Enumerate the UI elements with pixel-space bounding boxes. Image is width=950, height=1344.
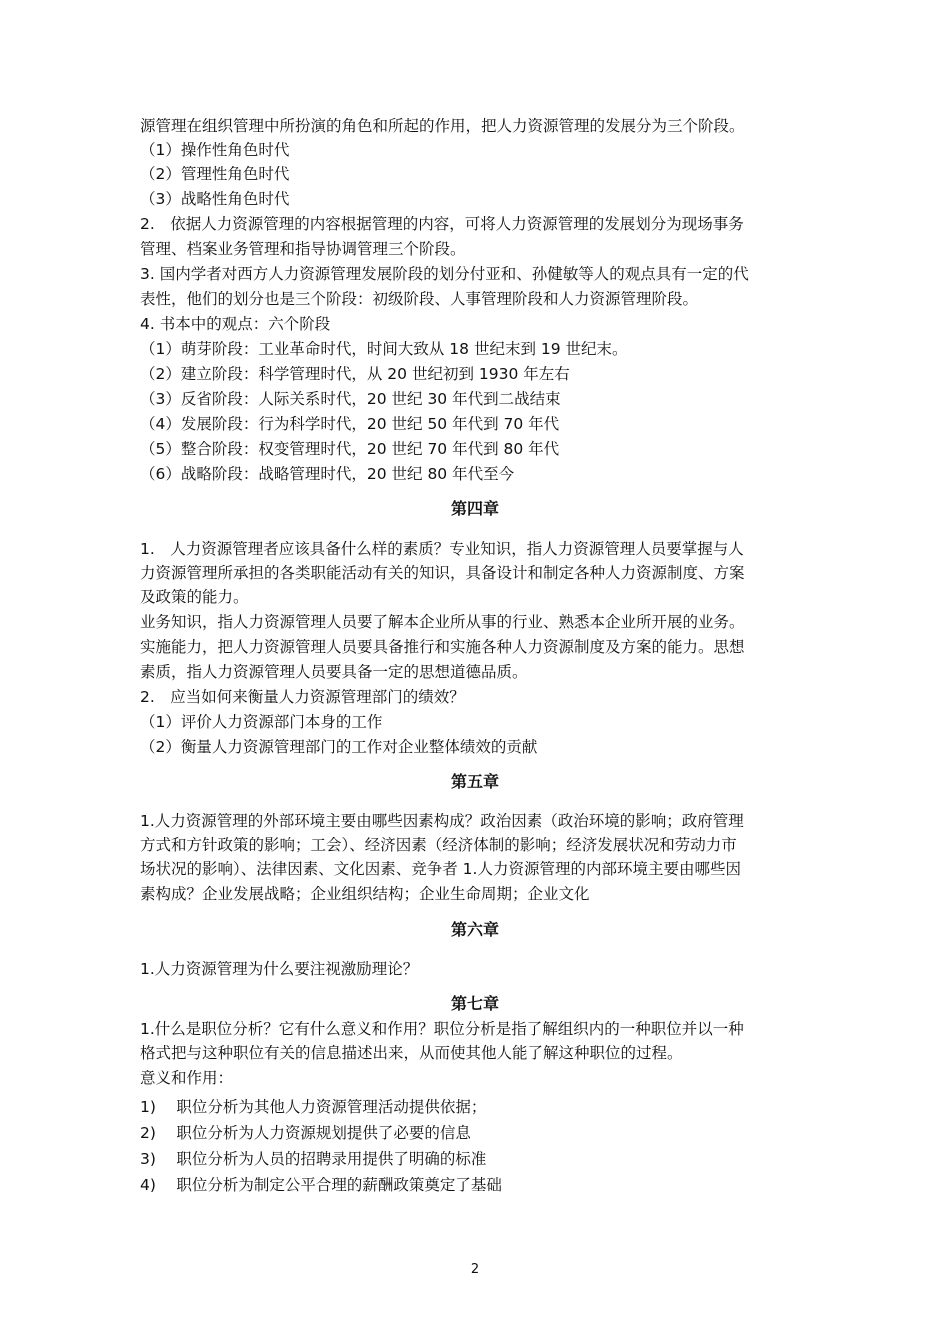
list-item: （3）反省阶段：人际关系时代，20 世纪 30 年代到二战结束 <box>140 390 561 408</box>
paragraph-line: 2. 依据人力资源管理的内容根据管理的内容，可将人力资源管理的发展划分为现场事务 <box>140 215 744 233</box>
paragraph-line: 业务知识，指人力资源管理人员要了解本企业所从事的行业、熟悉本企业所开展的业务。 <box>140 613 745 631</box>
paragraph-line: 实施能力，把人力资源管理人员要具备推行和实施各种人力资源制度及方案的能力。思想 <box>140 638 745 656</box>
paragraph-line: 素质，指人力资源管理人员要具备一定的思想道德品质。 <box>140 663 528 681</box>
chapter-heading: 第四章 <box>450 499 499 518</box>
list-item: （2）衡量人力资源管理部门的工作对企业整体绩效的贡献 <box>140 738 538 756</box>
paragraph-line: 素构成？企业发展战略；企业组织结构；企业生命周期；企业文化 <box>140 885 590 903</box>
paragraph-line: 力资源管理所承担的各类职能活动有关的知识，具备设计和制定各种人力资源制度、方案 <box>140 564 745 582</box>
list-item: （2）管理性角色时代 <box>140 165 290 183</box>
paragraph-line: 方式和方针政策的影响；工会）、经济因素（经济体制的影响；经济发展状况和劳动力市 <box>140 836 737 854</box>
chapter-heading: 第五章 <box>450 772 499 791</box>
list-item: （3）战略性角色时代 <box>140 190 290 208</box>
paragraph-line: 格式把与这种职位有关的信息描述出来，从而使其他人能了解这种职位的过程。 <box>140 1044 683 1062</box>
paragraph-line: 2. 应当如何来衡量人力资源管理部门的绩效？ <box>140 688 465 706</box>
paragraph-line: 1.人力资源管理为什么要注视激励理论？ <box>140 960 419 978</box>
paragraph-line: 1.什么是职位分析？它有什么意义和作用？职位分析是指了解组织内的一种职位并以一种 <box>140 1020 744 1038</box>
paragraph-line: 1.人力资源管理的外部环境主要由哪些因素构成？政治因素（政治环境的影响；政府管理 <box>140 812 744 830</box>
paragraph-line: 3. 国内学者对西方人力资源管理发展阶段的划分付亚和、孙健敏等人的观点具有一定的代 <box>140 265 749 283</box>
list-item: （2）建立阶段：科学管理时代，从 20 世纪初到 1930 年左右 <box>140 365 570 383</box>
chapter-heading: 第六章 <box>450 920 499 939</box>
list-item: 4) 职位分析为制定公平合理的薪酬政策奠定了基础 <box>140 1176 502 1194</box>
page-number: 2 <box>470 1262 480 1277</box>
paragraph-line: 意义和作用： <box>140 1069 234 1087</box>
list-item: （6）战略阶段：战略管理时代，20 世纪 80 年代至今 <box>140 465 515 483</box>
chapter-heading: 第七章 <box>450 994 499 1013</box>
list-item: 1) 职位分析为其他人力资源管理活动提供依据； <box>140 1098 487 1116</box>
list-item: （4）发展阶段：行为科学时代，20 世纪 50 年代到 70 年代 <box>140 415 560 433</box>
list-item: （1）萌芽阶段：工业革命时代，时间大致从 18 世纪末到 19 世纪末。 <box>140 340 628 358</box>
list-item: （1）评价人力资源部门本身的工作 <box>140 713 383 731</box>
list-item: （1）操作性角色时代 <box>140 141 290 159</box>
paragraph-line: 1. 人力资源管理者应该具备什么样的素质？专业知识，指人力资源管理人员要掌握与人 <box>140 540 744 558</box>
paragraph-line: 管理、档案业务管理和指导协调管理三个阶段。 <box>140 240 466 258</box>
list-item: 2) 职位分析为人力资源规划提供了必要的信息 <box>140 1124 471 1142</box>
paragraph-line: 及政策的能力。 <box>140 588 249 606</box>
paragraph-line: 4. 书本中的观点：六个阶段 <box>140 315 331 333</box>
paragraph-line: 表性，他们的划分也是三个阶段：初级阶段、人事管理阶段和人力资源管理阶段。 <box>140 290 699 308</box>
list-item: （5）整合阶段：权变管理时代，20 世纪 70 年代到 80 年代 <box>140 440 560 458</box>
list-item: 3) 职位分析为人员的招聘录用提供了明确的标准 <box>140 1150 487 1168</box>
paragraph-line: 场状况的影响）、法律因素、文化因素、竞争者 1.人力资源管理的内部环境主要由哪些因 <box>140 860 741 878</box>
paragraph-line: 源管理在组织管理中所扮演的角色和所起的作用，把人力资源管理的发展分为三个阶段。 <box>140 117 745 135</box>
